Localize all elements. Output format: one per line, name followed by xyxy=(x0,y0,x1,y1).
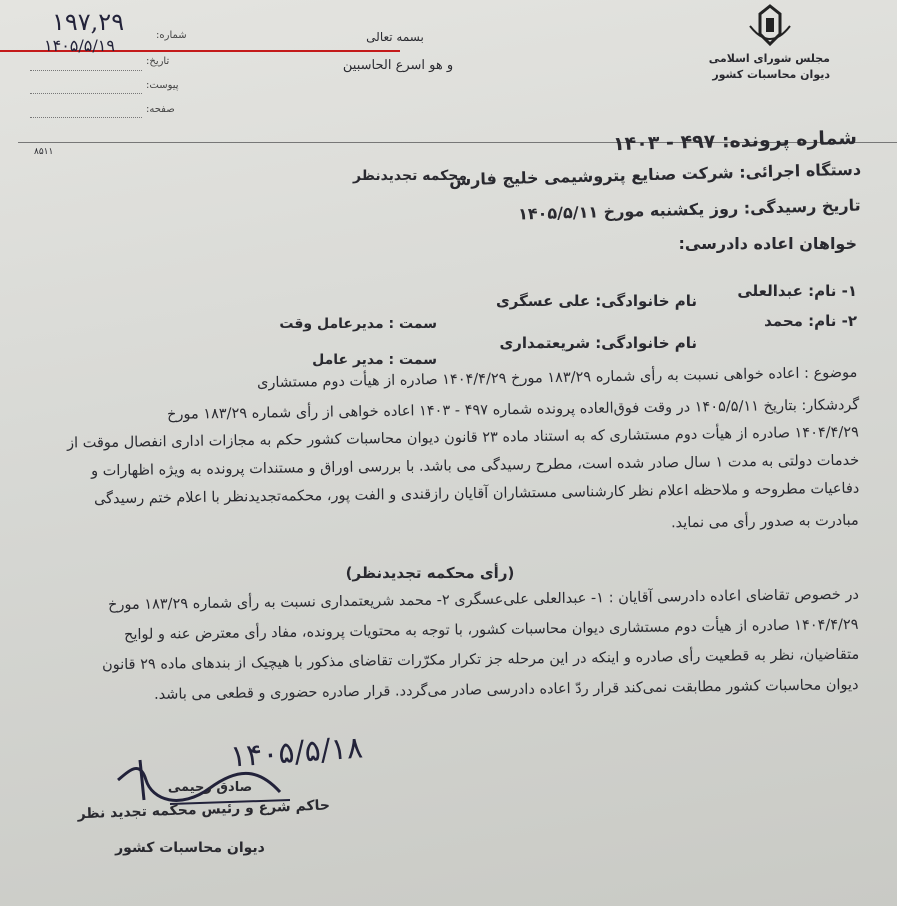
signer-name: صادق رحیمی xyxy=(167,780,253,795)
attachment-dotline xyxy=(30,93,142,94)
ruling-line: دیوان محاسبات کشور مطابقت نمی‌کند قرار ردّ اعاده دادرسی صادر می‌گردد. قرار صادره حضوری و قطعی می باشد. xyxy=(154,677,860,703)
signer-title: حاکم شرع و رئیس محکمه تجدید نظر xyxy=(77,797,331,823)
applicant2-post: سمت : مدیر عامل xyxy=(312,352,437,368)
ruling-line: در خصوص تقاضای اعاده دادرسی آقایان : ۱- عبدالعلی علی‌عسگری ۲- محمد شریعتمداری نسبت به رأی شماره ۱۸۳/۲۹ مورخ xyxy=(108,586,860,614)
report-line: دفاعیات مطروحه و ملاحظه اعلام نظر کارشناسی مستشاران آقایان رازقندی و الفت پور، محکمه‌تجدیدنظر با اعلام ختم رسیدگی xyxy=(93,480,860,508)
case-number: شماره پرونده: ۴۹۷ - ۱۴۰۳ xyxy=(612,126,858,156)
court-title: محکمه تجدیدنظر xyxy=(352,168,468,184)
applicant1-family: نام خانوادگی: علی عسگری xyxy=(496,292,697,310)
signature-date: ۱۴۰۵/۵/۱۸ xyxy=(228,730,365,775)
report-line: خدمات دولتی به مدت ۱ سال صادر شده است، مطرح رسیدگی می باشد. با بررسی اوراق و مستندات پرونده به ویژه اظهارات و xyxy=(90,452,860,480)
page-dotline xyxy=(30,117,142,118)
agency: دستگاه اجرائی: شرکت صنایع پتروشیمی خلیج فارس xyxy=(448,159,862,190)
bismillah: بسمه تعالی xyxy=(366,30,424,44)
attachment-label: پیوست: xyxy=(146,80,179,91)
applicants-heading: خواهان اعاده دادرسی: xyxy=(678,234,857,253)
reference-date: ۱۴۰۵/۵/۱۹ xyxy=(44,36,115,55)
hearing-date: تاریخ رسیدگی: روز یکشنبه مورخ ۱۴۰۵/۵/۱۱ xyxy=(518,195,862,224)
report-line: ۱۴۰۴/۴/۲۹ صادره از هیأت دوم مستشاری که به استناد ماده ۲۳ قانون دیوان محاسبات کشور حکم به مجازات اداری انفصال موقت از xyxy=(67,424,860,452)
number-label: شماره: xyxy=(156,30,187,41)
org-line2: دیوان محاسبات کشور xyxy=(712,68,830,81)
ruling-line: متقاضیان، نظر به قطعیت رأی صادره و اینکه در این مرحله جز تکرار مکرّرات تقاضای مذکور با هیچیک از بندهای ماده ۲۹ قانون xyxy=(101,646,860,674)
date-dotline xyxy=(30,70,142,71)
corner-code: ۸۵۱۱ xyxy=(34,147,54,157)
applicant1-post: سمت : مدیرعامل وقت xyxy=(279,316,437,332)
applicant2-family: نام خانوادگی: شریعتمداری xyxy=(499,334,697,352)
subject: موضوع : اعاده خواهی نسبت به رأی شماره ۱۸۳/۲۹ مورخ ۱۴۰۴/۴/۲۹ صادره از هیأت دوم مستشاری xyxy=(256,364,858,392)
ruling-title: (رأی محکمه تجدیدنظر) xyxy=(345,564,515,582)
ruling-line: ۱۴۰۴/۴/۲۹ صادره از هیأت دوم مستشاری دیوان محاسبات کشور، با توجه به محتویات پرونده، مفاد رأی معترض عنه و لوایح xyxy=(124,616,860,644)
org-line1: مجلس شورای اسلامی xyxy=(708,52,830,65)
reference-number: ۱۹۷,۲۹ xyxy=(52,8,125,36)
applicant2-name: ۲- نام: محمد xyxy=(764,312,857,330)
page-label: صفحه: xyxy=(146,104,175,115)
report-line: گردشکار: بتاریخ ۱۴۰۵/۵/۱۱ در وقت فوق‌العاده پرونده شماره ۴۹۷ - ۱۴۰۳ اعاده خواهی از رأی شماره ۱۸۳/۲۹ مورخ xyxy=(166,397,860,423)
signer-org: دیوان محاسبات کشور xyxy=(115,840,265,856)
emblem-icon xyxy=(740,4,800,48)
date-label: تاریخ: xyxy=(146,56,170,67)
applicant1-name: ۱- نام: عبدالعلی xyxy=(737,282,857,300)
report-line: مبادرت به صدور رأی می نماید. xyxy=(671,512,860,532)
motto: و هو اسرع الحاسبین xyxy=(342,58,454,73)
